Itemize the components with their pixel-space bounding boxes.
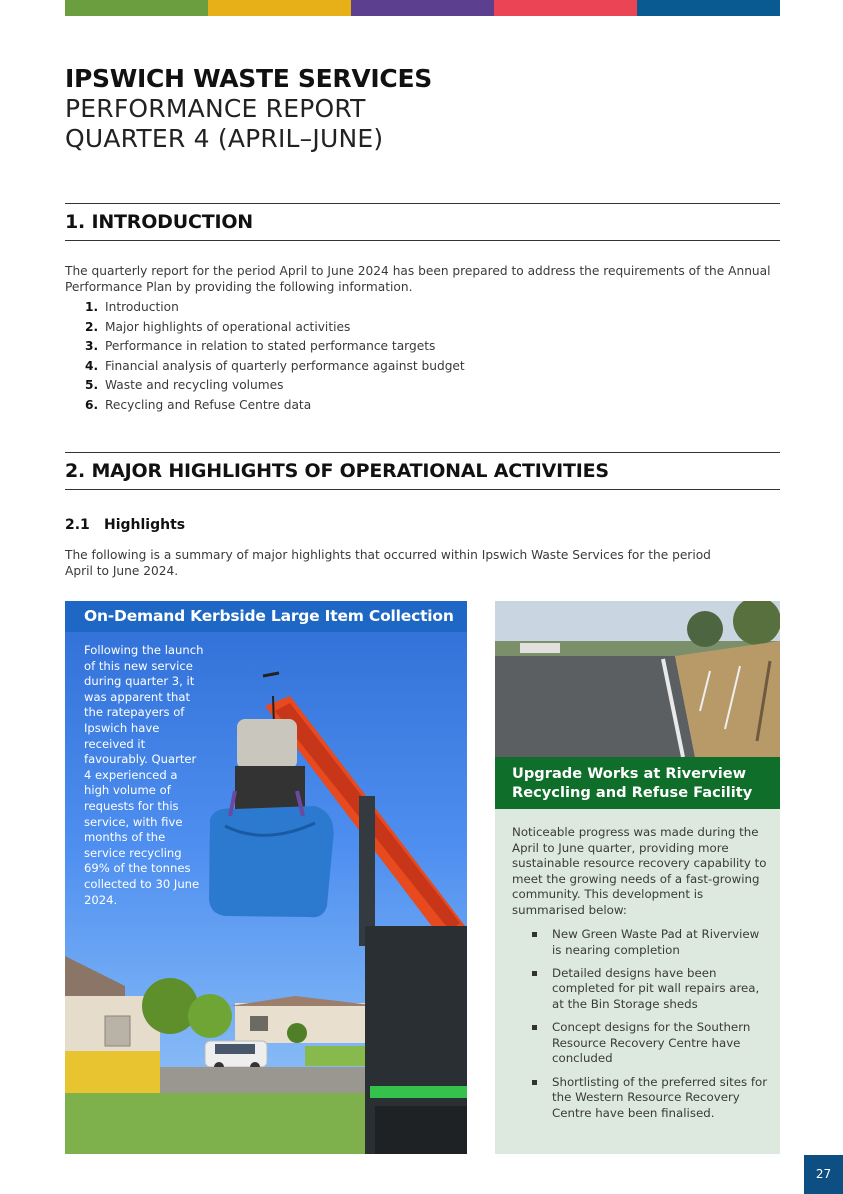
riverview-photo-svg <box>495 601 780 757</box>
highlights-paragraph: The following is a summary of major highlights that occurred within Ipswich Waste Services for the period April to June 2024. <box>65 548 711 578</box>
bullet-item <box>532 966 772 1013</box>
list-item <box>85 396 465 416</box>
list-text: Recycling and Refuse Centre data <box>105 397 312 412</box>
subsection-title: Highlights <box>104 517 186 533</box>
report-title <box>65 64 765 154</box>
color-stripe-yellow <box>208 0 351 16</box>
list-item <box>85 337 465 357</box>
intro-paragraph: The quarterly report for the period April to June 2024 has been prepared to address the requirements of the Annual Performance Plan by providing the following information. <box>65 264 771 294</box>
color-stripe-green <box>65 0 208 16</box>
riverview-title-line-2: Recycling and Refuse Facility <box>512 784 753 801</box>
section-1-header <box>65 203 780 241</box>
riverview-title-line-1: Upgrade Works at Riverview <box>512 765 747 782</box>
subsection-heading <box>65 517 185 533</box>
bullet-text: Shortlisting of the preferred sites for the Western Resource Recovery Centre have been finalised. <box>552 1074 768 1120</box>
list-number: 1. <box>85 300 99 314</box>
header-color-bar <box>65 0 780 16</box>
bullet-text: Detailed designs have been completed for pit wall repairs area, at the Bin Storage sheds <box>552 965 760 1011</box>
list-item <box>85 376 465 396</box>
page-number: 27 <box>804 1155 843 1194</box>
subsection-number: 2.1 <box>65 517 90 533</box>
square-bullet-icon <box>532 971 537 976</box>
list-number: 6. <box>85 397 99 412</box>
section-2-heading: 2. MAJOR HIGHLIGHTS OF OPERATIONAL ACTIVITIES <box>65 460 609 482</box>
bullet-item <box>532 1075 772 1122</box>
riverview-card-body <box>495 809 780 1154</box>
bullet-text: New Green Waste Pad at Riverview is nearing completion <box>552 927 760 957</box>
section-1-heading: 1. INTRODUCTION <box>65 211 253 233</box>
riverview-card-title <box>495 757 780 809</box>
square-bullet-icon <box>532 1080 537 1085</box>
square-bullet-icon <box>532 932 537 937</box>
list-number: 5. <box>85 378 99 393</box>
list-item <box>85 298 465 318</box>
list-item <box>85 318 465 338</box>
title-line-3: QUARTER 4 (APRIL–JUNE) <box>65 124 384 153</box>
square-bullet-icon <box>532 1025 537 1030</box>
list-text: Introduction <box>105 300 179 314</box>
title-line-2: PERFORMANCE REPORT <box>65 94 366 123</box>
riverview-site-photo <box>495 601 780 757</box>
kerbside-card-title: On-Demand Kerbside Large Item Collection <box>65 601 467 632</box>
color-stripe-purple <box>351 0 494 16</box>
title-line-1: IPSWICH WASTE SERVICES <box>65 64 432 93</box>
list-item <box>85 357 465 377</box>
intro-list <box>85 298 465 416</box>
color-stripe-blue <box>637 0 780 16</box>
list-text: Major highlights of operational activities <box>105 319 351 334</box>
list-number: 3. <box>85 339 99 354</box>
list-text: Performance in relation to stated performance targets <box>105 339 436 354</box>
kerbside-collection-card <box>65 601 467 1154</box>
list-text: Waste and recycling volumes <box>105 378 284 393</box>
riverview-paragraph: Noticeable progress was made during the April to June quarter, providing more sustainable resource recovery capability to meet the growing needs of a fast-growing community. This development is summarised below: <box>512 825 767 917</box>
color-stripe-red <box>494 0 637 16</box>
list-number: 2. <box>85 319 99 334</box>
bullet-item <box>532 927 772 958</box>
kerbside-card-text: Following the launch of this new service during quarter 3, it was apparent that the ratepayers of Ipswich have received it favourably. Quarter 4 experienced a high volume of requests for this service, with five months of the service recycling 69% of the tonnes collected to 30 June 2024. <box>84 643 204 907</box>
list-number: 4. <box>85 358 99 373</box>
bullet-text: Concept designs for the Southern Resource Recovery Centre have concluded <box>552 1020 751 1066</box>
bullet-item <box>532 1020 772 1067</box>
list-text: Financial analysis of quarterly performance against budget <box>105 358 465 373</box>
riverview-bullet-list <box>532 927 772 1129</box>
section-2-header <box>65 452 780 490</box>
